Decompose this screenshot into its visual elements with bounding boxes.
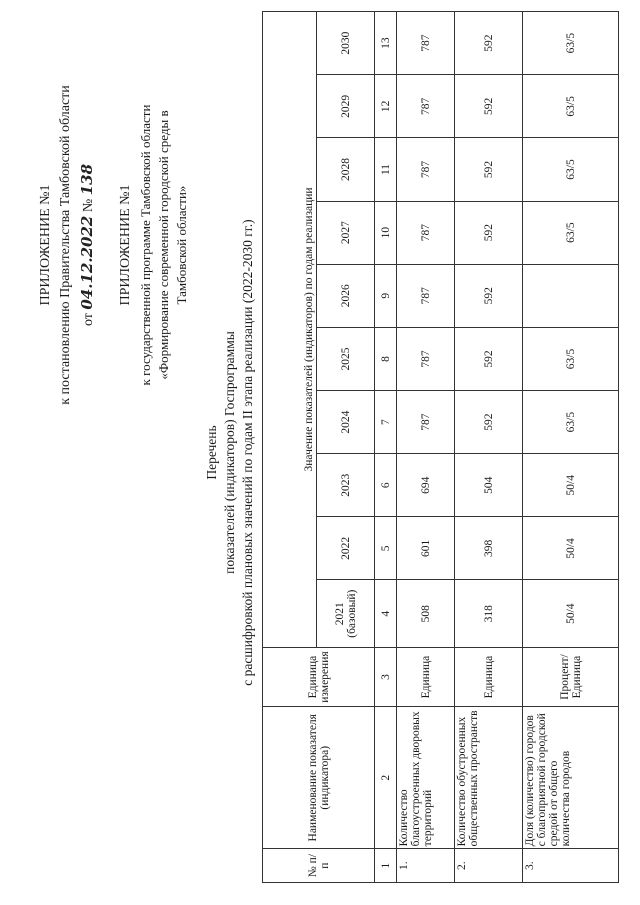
column-number: 9 [375, 264, 397, 327]
header-indicator-name: Наименование показателя (индикатора) [263, 707, 375, 849]
table-row [455, 12, 523, 883]
value-cell: 592 [455, 201, 523, 264]
value-cell: 50/4 [523, 517, 619, 580]
value-cell: 63/5 [523, 391, 619, 454]
appendix-2-program-line: к государственной программе Тамбовской области [138, 104, 153, 386]
column-number: 1 [375, 849, 397, 883]
date-prefix: от [81, 313, 96, 327]
column-number: 11 [375, 138, 397, 201]
indicator-unit: Процент/ Единица [523, 647, 619, 706]
appendix-1-date-line [78, 55, 97, 435]
value-cell: 398 [455, 517, 523, 580]
value-cell: 50/4 [523, 580, 619, 647]
header-unit: Единица измерения [263, 647, 375, 706]
column-number: 4 [375, 580, 397, 647]
value-cell: 787 [397, 201, 455, 264]
year-cell: 2024 [317, 391, 375, 454]
table-row [397, 12, 455, 883]
column-number: 12 [375, 75, 397, 138]
value-cell: 787 [397, 391, 455, 454]
appendix-1-title: ПРИЛОЖЕНИЕ №1 [38, 184, 53, 306]
year-cell: 2026 [317, 264, 375, 327]
appendix-2-program-name-1: «Формирование современной городской среды в [156, 110, 171, 380]
document-subtitle: показателей (индикаторов) Госпрограммы [222, 331, 237, 574]
column-number: 5 [375, 517, 397, 580]
value-cell: 787 [397, 264, 455, 327]
handwritten-date: 04.12.2022 [78, 215, 96, 310]
header-values-by-year: Значение показателей (индикаторов) по годам реализации [263, 12, 317, 648]
value-cell: 787 [397, 138, 455, 201]
appendix-1-decree-line: к постановлению Правительства Тамбовской области [58, 85, 73, 405]
document-subtitle-2: с расшифровкой плановых значений по годам II этапа реализации (2022-2030 гг.) [240, 219, 255, 686]
row-number: 2. [455, 849, 523, 883]
year-cell: 2022 [317, 517, 375, 580]
value-cell: 787 [397, 12, 455, 75]
indicator-unit: Единица [455, 647, 523, 706]
indicator-name: Доля (количество) городов с благоприятной городской средой от общего количества городов [523, 707, 619, 849]
value-cell: 592 [455, 391, 523, 454]
value-cell: 592 [455, 12, 523, 75]
year-cell: 2028 [317, 138, 375, 201]
value-cell: 504 [455, 454, 523, 517]
year-cell: 2021 (базовый) [317, 580, 375, 647]
column-number: 8 [375, 327, 397, 390]
value-cell: 601 [397, 517, 455, 580]
column-number: 7 [375, 391, 397, 454]
indicator-unit: Единица [397, 647, 455, 706]
value-cell: 63/5 [523, 138, 619, 201]
value-cell: 63/5 [523, 201, 619, 264]
appendix-2-program-name-2: Тамбовской области» [174, 185, 189, 305]
column-number: 10 [375, 201, 397, 264]
value-cell: 318 [455, 580, 523, 647]
table-column-numbers-row [375, 12, 397, 883]
row-number: 1. [397, 849, 455, 883]
row-number: 3. [523, 849, 619, 883]
value-cell: 592 [455, 327, 523, 390]
year-cell: 2029 [317, 75, 375, 138]
value-cell: 508 [397, 580, 455, 647]
table-header-row-1 [263, 12, 317, 883]
value-cell: 787 [397, 327, 455, 390]
value-cell: 592 [455, 138, 523, 201]
indicator-name: Количество благоустроенных дворовых территорий [397, 707, 455, 849]
value-cell: 63/5 [523, 12, 619, 75]
value-cell: 63/5 [523, 327, 619, 390]
appendix-2-title: ПРИЛОЖЕНИЕ №1 [118, 184, 133, 306]
value-cell: 787 [397, 75, 455, 138]
number-prefix: № [81, 198, 96, 213]
document-title: Перечень [204, 425, 219, 480]
indicator-name: Количество обустроенных общественных пространств [455, 707, 523, 849]
year-cell: 2025 [317, 327, 375, 390]
indicators-table [262, 11, 619, 883]
column-number: 13 [375, 12, 397, 75]
column-number: 6 [375, 454, 397, 517]
column-number: 3 [375, 647, 397, 706]
year-cell: 2027 [317, 201, 375, 264]
value-cell: 50/4 [523, 454, 619, 517]
value-cell: 63/5 [523, 75, 619, 138]
handwritten-number: 138 [78, 163, 96, 196]
value-cell: 592 [455, 264, 523, 327]
year-cell: 2030 [317, 12, 375, 75]
year-cell: 2023 [317, 454, 375, 517]
value-cell [523, 264, 619, 327]
header-num: № п/п [263, 849, 375, 883]
value-cell: 592 [455, 75, 523, 138]
value-cell: 694 [397, 454, 455, 517]
table-row [523, 12, 619, 883]
column-number: 2 [375, 707, 397, 849]
